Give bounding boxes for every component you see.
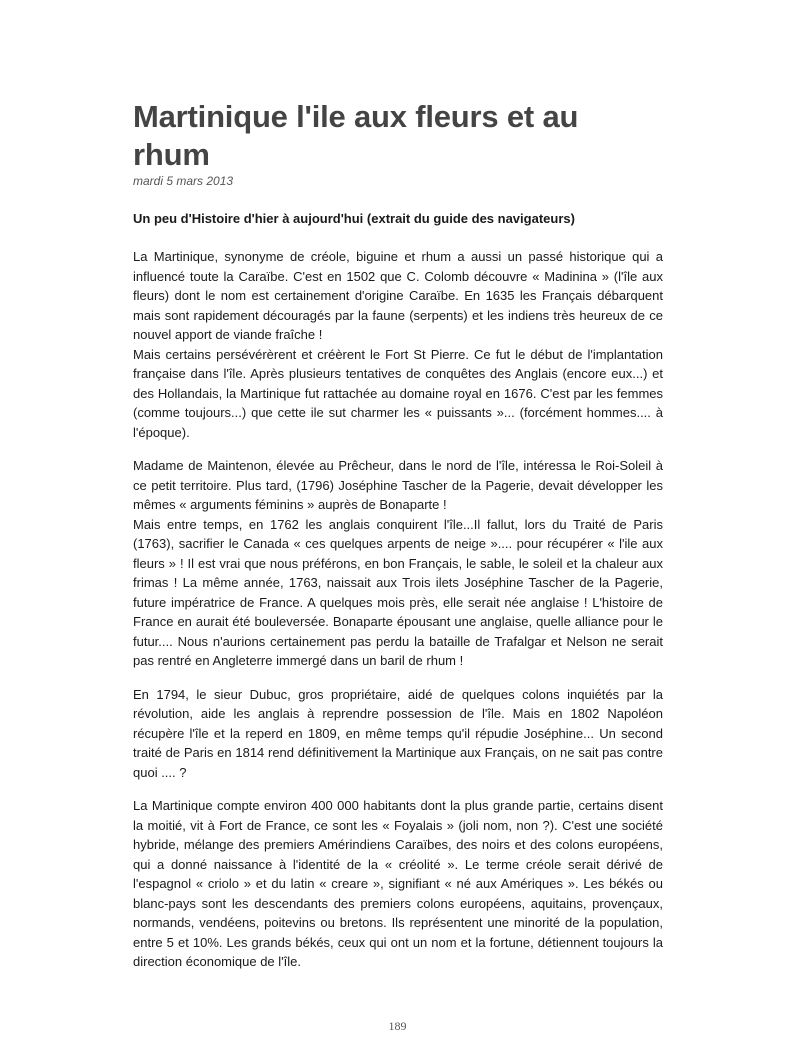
paragraph-text: En 1794, le sieur Dubuc, gros propriétaire, aidé de quelques colons inquiétés par la révolution, aide les anglais à reprendre possession de l'île. Mais en 1802 Napoléon récupère l'île et la reperd en 1809, en même temps qu'il répudie Joséphine... Un second traité de Paris en 1814 rend définitivement la Martinique aux Français, on ne sait pas contre quoi .... ? — [133, 686, 663, 780]
paragraph-text: Madame de Maintenon, élevée au Prêcheur, dans le nord de l'île, intéressa le Roi-Soleil à ce petit territoire. Plus tard, (1796) Joséphine Tascher de la Pagerie, devait développer les mêmes « arguments féminins » auprès de Bonaparte ! — [133, 458, 663, 512]
page-number: 189 — [388, 1019, 407, 1033]
paragraph-1 — [133, 247, 663, 442]
document-page — [133, 98, 663, 972]
article-subtitle: Un peu d'Histoire d'hier à aujourd'hui (extrait du guide des navigateurs) — [133, 211, 575, 226]
paragraph-text: Mais entre temps, en 1762 les anglais conquirent l'île...Il fallut, lors du Traité de Paris (1763), sacrifier le Canada « ces quelques arpents de neige ».... pour récupérer « l'ile aux fleurs » ! Il est vrai que nous préférons, en bon Français, le sable, le soleil et la chaleur aux frimas ! La même année, 1763, naissait aux Trois ilets Joséphine Tascher de la Pagerie, future impératrice de France. A quelques mois près, elle serait née anglaise ! L'histoire de France en aurait été bouleversée. Bonaparte épousant une anglaise, quelle alliance pour le futur.... Nous n'aurions certainement pas perdu la bataille de Trafalgar et Nelson ne serait pas rentré en Angleterre immergé dans un baril de rhum ! — [133, 516, 663, 668]
page-title: Martinique l'ile aux fleurs et au rhum — [133, 99, 579, 172]
paragraph-4 — [133, 796, 663, 972]
paragraph-text: Mais certains persévérèrent et créèrent le Fort St Pierre. Ce fut le début de l'implantation française dans l'île. Après plusieurs tentatives de conquêtes des Anglais (encore eux...) et des Hollandais, la Martinique fut rattachée au domaine royal en 1676. C'est par les femmes (comme toujours...) que cette ile sut charmer les « puissants »... (forcément hommes.... à l'époque). — [133, 346, 663, 440]
paragraph-2 — [133, 456, 663, 671]
paragraph-text: La Martinique compte environ 400 000 habitants dont la plus grande partie, certains disent la moitié, vit à Fort de France, ce sont les « Foyalais » (joli nom, non ?). C'est une société hybride, mélange des premiers Amérindiens Caraïbes, des noirs et des colons européens, qui a donné naissance à l'identité de la « créolité ». Le terme créole serait dérivé de l'espagnol « criolo » et du latin « creare », signifiant « né aux Amériques ». Les békés ou blanc-pays sont les descendants des premiers colons européens, aquitains, provençaux, normands, vendéens, poitevins ou bretons. Ils représentent une minorité de la population, entre 5 et 10%. Les grands békés, ceux qui ont un nom et la fortune, détiennent toujours la direction économique de l'île. — [133, 798, 663, 969]
paragraph-text: La Martinique, synonyme de créole, biguine et rhum a aussi un passé historique qui a influencé toute la Caraïbe. C'est en 1502 que C. Colomb découvre « Madinina » (l'île aux fleurs) dont le nom est certainement d'origine Caraïbe. En 1635 les Français débarquent mais sont rapidement découragés par la faune (serpents) et les indiens très heureux de ce nouvel apport de viande fraîche ! — [133, 249, 663, 342]
post-date: mardi 5 mars 2013 — [133, 174, 234, 188]
paragraph-3 — [133, 685, 663, 783]
